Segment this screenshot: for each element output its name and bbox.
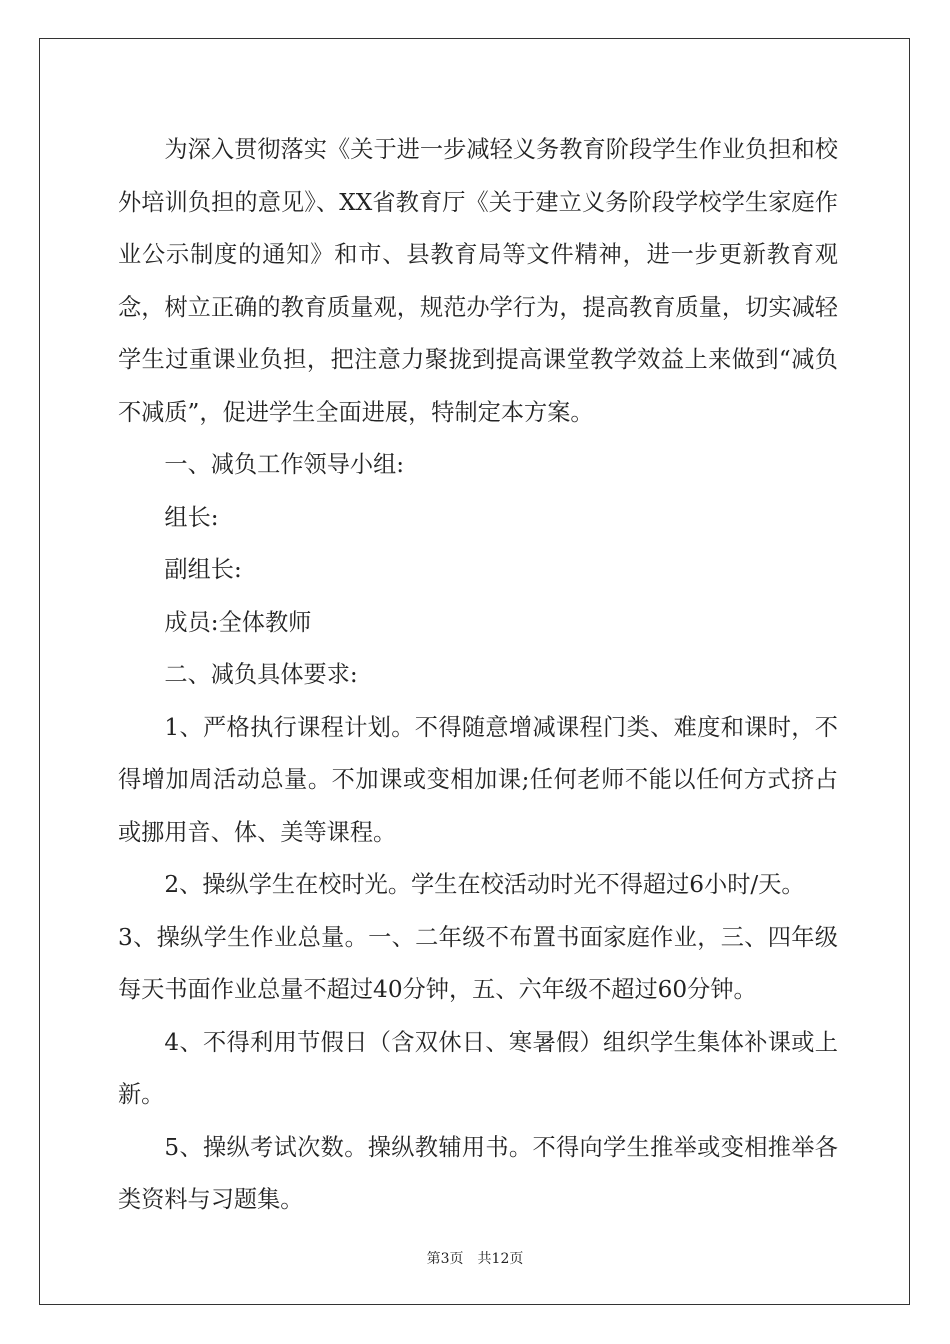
requirement-4: 4、不得利用节假日（含双休日、寒暑假）组织学生集体补课或上新。	[118, 1028, 838, 1108]
requirement-5: 5、操纵考试次数。操纵教辅用书。不得向学生推举或变相推举各类资料与习题集。	[118, 1133, 838, 1213]
requirement-2: 2、操纵学生在校时光。学生在校活动时光不得超过6小时/天。	[164, 871, 805, 898]
document-body	[118, 124, 838, 1227]
members-line: 成员:全体教师	[164, 608, 312, 636]
page-footer	[0, 1248, 950, 1268]
deputy-leader-line: 副组长:	[164, 556, 242, 583]
requirement-3: 3、操纵学生作业总量。一、二年级不布置书面家庭作业，三、四年级每天书面作业总量不超过40分钟，五、六年级不超过60分钟。	[118, 923, 838, 1003]
paragraph-intro: 为深入贯彻落实《关于进一步减轻义务教育阶段学生作业负担和校外培训负担的意见》、XX省教育厅《关于建立义务阶段学校学生家庭作业公示制度的通知》和市、县教育局等文件精神，进一步更新教育观念，树立正确的教育质量观，规范办学行为，提高教育质量，切实减轻学生过重课业负担，把注意力聚拢到提高课堂教学效益上来做到“减负不减质”，促进学生全面进展，特制定本方案。	[118, 136, 838, 426]
page-number: 第3页	[426, 1251, 464, 1267]
page-total: 共12页	[477, 1251, 524, 1267]
heading-leadership-group: 一、减负工作领导小组:	[164, 451, 405, 478]
group-leader-line: 组长:	[164, 503, 219, 531]
heading-requirements: 二、减负具体要求:	[164, 661, 358, 688]
requirement-1: 1、严格执行课程计划。不得随意增减课程门类、难度和课时，不得增加周活动总量。不加课或变相加课;任何老师不能以任何方式挤占或挪用音、体、美等课程。	[118, 713, 838, 846]
